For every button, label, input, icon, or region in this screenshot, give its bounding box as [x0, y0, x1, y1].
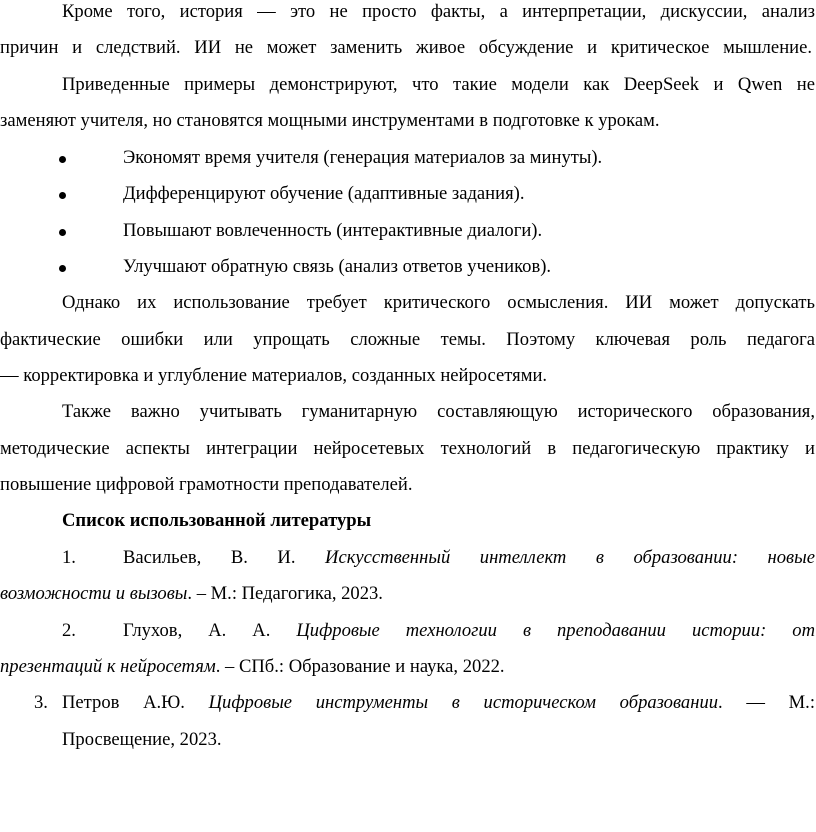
reference-author: Васильев, В. И.: [123, 547, 296, 568]
reference-title: Искусственный интеллект в образовании: новые: [325, 547, 815, 568]
paragraph-line: — корректировка и углубление материалов, созданных нейросетями.: [0, 365, 548, 386]
reference-publisher: . – М.: Педагогика, 2023.: [187, 583, 383, 604]
reference-title: Цифровые инструменты в историческом образовании: [208, 692, 719, 713]
reference-author: Петров А.Ю.: [62, 692, 185, 713]
list-item: Улучшают обратную связь (анализ ответов учеников).: [123, 256, 552, 277]
bullet-icon: [59, 265, 66, 272]
reference-entry: [123, 618, 815, 644]
reference-publisher: Просвещение, 2023.: [62, 729, 222, 750]
paragraph-line: заменяют учителя, но становятся мощными инструментами в подготовке к урокам.: [0, 110, 660, 131]
reference-entry: [62, 690, 815, 716]
reference-title: презентаций к нейросетям: [0, 656, 216, 677]
paragraph-line: Однако их использование требует критического осмысления. ИИ может допускать: [62, 292, 815, 313]
references-heading: Список использованной литературы: [62, 510, 372, 531]
paragraph-line: повышение цифровой грамотности преподавателей.: [0, 474, 413, 495]
reference-publisher: . — М.:: [718, 692, 815, 713]
reference-number: 2.: [62, 620, 76, 641]
list-item: Экономят время учителя (генерация материалов за минуты).: [123, 147, 603, 168]
reference-number: 3.: [34, 692, 48, 713]
paragraph-line: Кроме того, история — это не просто факты, а интерпретации, дискуссии, анализ: [62, 1, 815, 22]
paragraph-line: Приведенные примеры демонстрируют, что такие модели как DeepSeek и Qwen не: [62, 74, 815, 95]
reference-publisher: . – СПб.: Образование и наука, 2022.: [215, 656, 505, 677]
list-item: Дифференцируют обучение (адаптивные задания).: [123, 183, 525, 204]
paragraph-line: причин и следствий. ИИ не может заменить живое обсуждение и критическое мышление.: [0, 37, 812, 58]
reference-entry: [0, 654, 816, 680]
paragraph-line: фактические ошибки или упрощать сложные темы. Поэтому ключевая роль педагога: [0, 329, 815, 350]
reference-entry: [0, 581, 816, 607]
reference-title: возможности и вызовы: [0, 583, 188, 604]
reference-entry: [123, 545, 815, 571]
paragraph-line: методические аспекты интеграции нейросетевых технологий в педагогическую практику и: [0, 438, 815, 459]
reference-title: Цифровые технологии в преподавании истории: от: [296, 620, 815, 641]
bullet-icon: [59, 156, 66, 163]
reference-number: 1.: [62, 547, 76, 568]
bullet-icon: [59, 192, 66, 199]
paragraph-line: Также важно учитывать гуманитарную составляющую исторического образования,: [62, 401, 815, 422]
bullet-icon: [59, 229, 66, 236]
list-item: Повышают вовлеченность (интерактивные диалоги).: [123, 220, 543, 241]
reference-author: Глухов, А. А.: [123, 620, 271, 641]
